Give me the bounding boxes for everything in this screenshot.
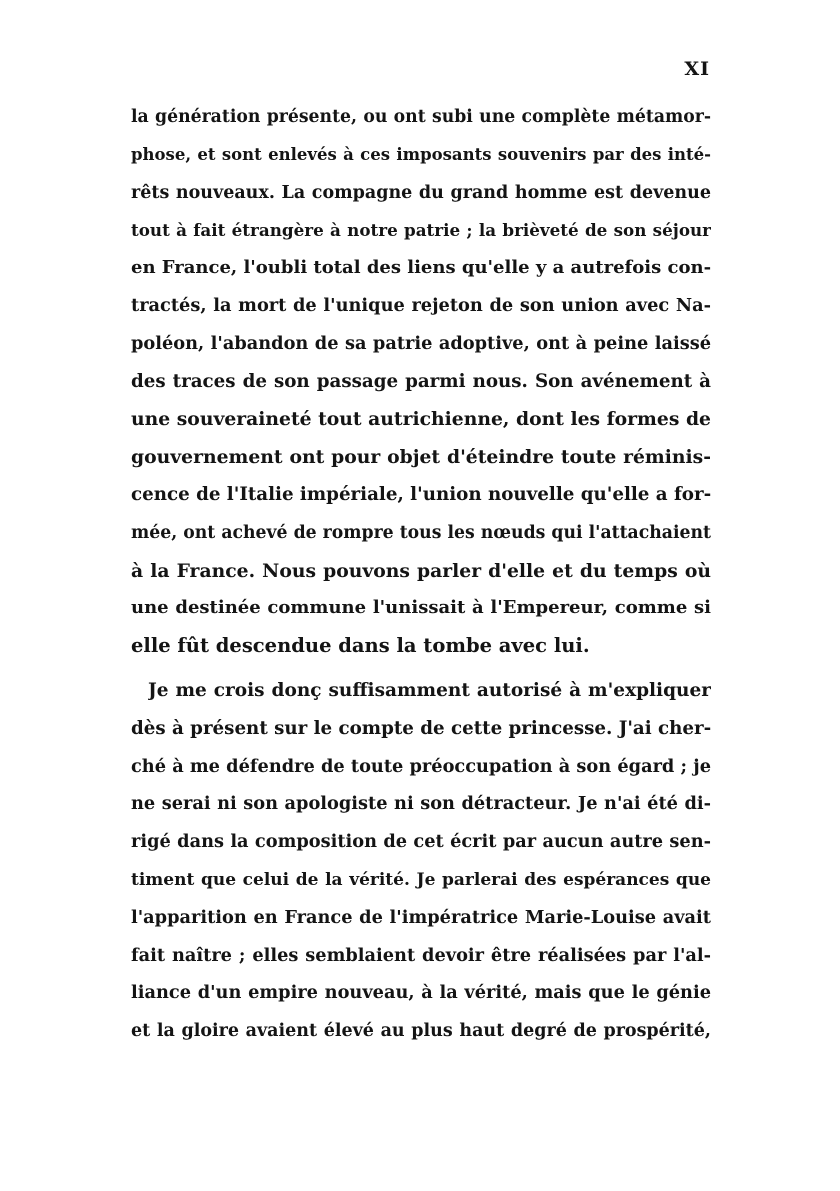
text-line: fait naître ; elles semblaient devoir être réalisées par l'al-	[131, 944, 711, 966]
text-line: une souveraineté tout autrichienne, dont les formes de	[131, 408, 711, 431]
text-line: des traces de son passage parmi nous. Son avénement à	[131, 370, 711, 392]
text-line: elle fût descendue dans la tombe avec lui.	[131, 634, 590, 658]
text-line: phose, et sont enlevés à ces imposants souvenirs par des inté-	[131, 144, 711, 164]
text-line: rêts nouveaux. La compagne du grand homme est devenue	[131, 182, 711, 203]
text-line: liance d'un empire nouveau, à la vérité, mais que le génie	[131, 982, 711, 1004]
text-line: une destinée commune l'unissait à l'Empereur, comme si	[131, 597, 711, 619]
text-line: timent que celui de la vérité. Je parlerai des espérances que	[131, 870, 711, 890]
text-line: cence de l'Italie impériale, l'union nouvelle qu'elle a for-	[131, 484, 711, 505]
text-line: à la France. Nous pouvons parler d'elle et du temps où	[131, 559, 711, 582]
text-line: rigé dans la composition de cet écrit par aucun autre sen-	[131, 831, 711, 853]
text-line: tout à fait étrangère à notre patrie ; la brièveté de son séjour	[131, 220, 711, 241]
text-line: tractés, la mort de l'unique rejeton de son union avec Na-	[131, 295, 711, 316]
text-line: ne serai ni son apologiste ni son détracteur. Je n'ai été di-	[131, 793, 711, 815]
text-line: ché à me défendre de toute préoccupation à son égard ; je	[131, 755, 711, 777]
text-line: poléon, l'abandon de sa patrie adoptive, ont à peine laissé	[131, 332, 711, 354]
text-line: et la gloire avaient élevé au plus haut degré de prospérité,	[131, 1021, 711, 1042]
text-line: Je me crois donç suffisamment autorisé à m'expliquer	[148, 680, 711, 701]
text-line: la génération présente, ou ont subi une complète métamor-	[131, 107, 711, 127]
text-line: dès à présent sur le compte de cette princesse. J'ai cher-	[131, 717, 711, 739]
text-line: mée, ont achevé de rompre tous les nœuds qui l'attachaient	[131, 522, 711, 543]
text-line: l'apparition en France de l'impératrice Marie-Louise avait	[131, 906, 711, 928]
text-line: gouvernement ont pour objet d'éteindre toute réminis-	[131, 446, 711, 469]
text-line: en France, l'oubli total des liens qu'elle y a autrefois con-	[131, 257, 711, 279]
page-number: XI	[684, 58, 710, 80]
